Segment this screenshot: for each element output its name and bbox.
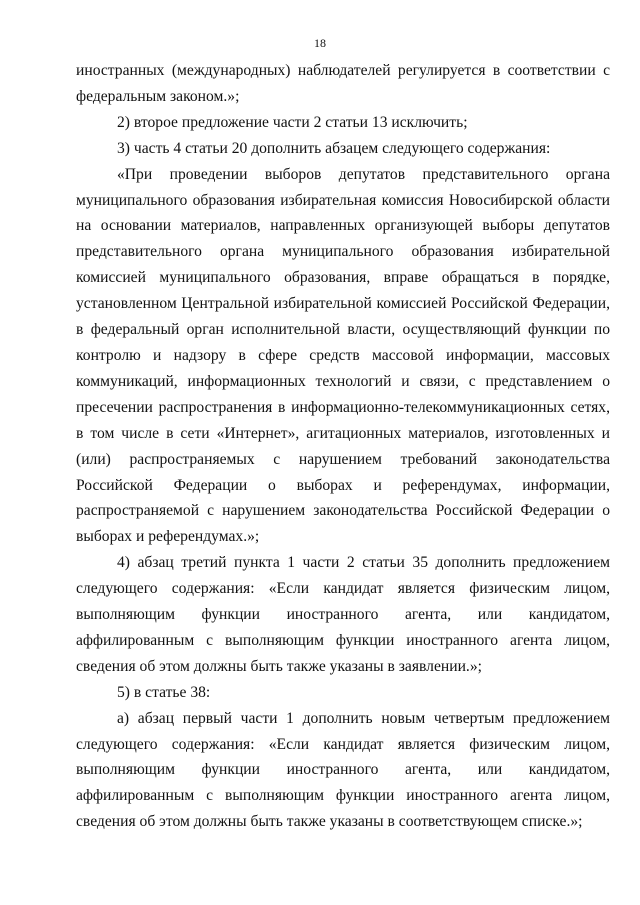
paragraph-continuation: иностранных (международных) наблюдателей регулируется в соответствии с федеральным законом.»; (76, 62, 610, 105)
paragraph-item-5: 5) в статье 38: (117, 683, 211, 701)
paragraph-quoted-amendment: «При проведении выборов депутатов представительного органа муниципального образования избирательная комиссия Новосибирской области на основании материалов, направленных организующей выборы депутатов представительного органа муниципального образования избирательной комиссией муниципального образования, вправе обращаться в порядке, установленном Центральной избирательной комиссией Российской Федерации, в федеральный орган исполнительной власти, осуществляющий функции по контролю и надзору в сфере средств массовой информации, массовых коммуникаций, информационных технологий и связи, с представлением о пресечении распространения в информационно-телекоммуникационных сетях, в том числе в сети «Интернет», агитационных материалов, изготовленных и (или) распространяемых с нарушением требований законодательства Российской Федерации о выборах и референдумах, информации, распространяемой с нарушением законодательства Российской Федерации о выборах и референдумах.»; (76, 165, 610, 546)
paragraph-item-5a: а) абзац первый части 1 дополнить новым четвертым предложением следующего содержания: «Если кандидат является физическим лицом, выполняющим функции иностранного агента, или кандидатом, аффилированным с выполняющим функции иностранного агента лицом, сведения об этом должны быть также указаны в соответствующем списке.»; (76, 709, 610, 831)
document-body (76, 58, 610, 835)
paragraph-item-3: 3) часть 4 статьи 20 дополнить абзацем следующего содержания: (117, 139, 551, 157)
paragraph-item-4: 4) абзац третий пункта 1 части 2 статьи 35 дополнить предложением следующего содержания: «Если кандидат является физическим лицом, выполняющим функции иностранного агента, или кандидатом, аффилированным с выполняющим функции иностранного агента лицом, сведения об этом должны быть также указаны в заявлении.»; (76, 554, 610, 675)
page-number: 18 (314, 36, 326, 50)
paragraph-item-2: 2) второе предложение части 2 статьи 13 исключить; (117, 113, 468, 131)
